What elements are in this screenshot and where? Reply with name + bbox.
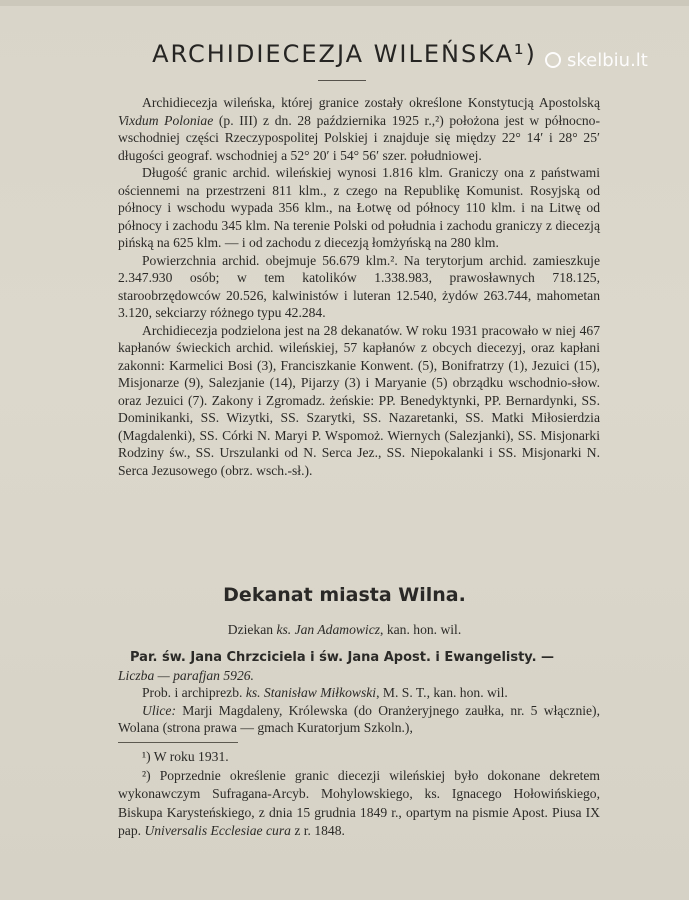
watermark: [545, 49, 685, 71]
footnote-1: ¹) W roku 1931.: [142, 749, 229, 764]
footnote-2: ²) Poprzednie określenie granic diecezji wileńskiej było dokonane dekretem wykonawczym Sufragana-Arcyb. Mohylowskiego, ks. Ignacego Hołowińskiego, Biskupa Karysteńskiego, z dnia 15 grudnia 1849 r., opartym na pismie Apost. Piusa IX pap. Universalis Ecclesiae cura z r. 1848.: [118, 767, 600, 838]
paragraph-borders: Długość granic archid. wileńskiej wynosi 1.816 klm. Graniczy ona z państwami ościennemi na przestrzeni 811 klm., z czego na Republikę Komunist. Rosyjską od północy i wschodu wypada 356 klm., na Łotwę od północy 110 klm. i na Litwę od północy i zachodu 345 klm. Na terenie Polski od południa i zachodu graniczy z diecezją pińską na 625 klm. — i od zachodu z diecezją łomżyńską na 280 klm.: [118, 165, 600, 250]
parish-heading-line: [118, 648, 600, 667]
watermark-text: skelbiu.lt: [567, 49, 648, 71]
intro-text: [118, 94, 600, 479]
dean-line: Dziekan ks. Jan Adamowicz, kan. hon. wil.: [227, 622, 462, 637]
paragraph-deaneries: Archidiecezja podzielona jest na 28 dekanatów. W roku 1931 pracowało w niej 467 kapłanów świeckich archid. wileńskiej, 57 kapłanów z obcych diecezyj, oraz kapłani zakonni: Karmelici Bosi (3), Franciszkanie Konwent. (5), Bonifratrzy (1), Jezuici (15), Misjonarze (9), Salezjanie (14), Pijarzy (3) i Maryanie (5) obrządku wschodnio-słow. oraz Jezuici (7). Zakony i Zgromadz. żeńskie: PP. Benedyktynki, PP. Bernardynki, SS. Dominikanki, SS. Wizytki, SS. Szarytki, SS. Nazaretanki, SS. Matki Miłosierdzia (Magdalenki), SS. Córki N. Maryi P. Wspomoż. Wiernych (Salezjanki), SS. Misjonarki Rodziny św., SS. Urszulanki od N. Serca Jez., SS. Niepokalanki i SS. Misjonarki N. Serca Jezusowego (obrz. wsch.-sł.).: [118, 322, 600, 478]
parish-provost: Prob. i archiprezb. ks. Stanisław Miłkowski, M. S. T., kan. hon. wil.: [142, 685, 508, 700]
parish-count: Liczba — parafjan 5926.: [118, 667, 254, 683]
watermark-logo-icon: [545, 52, 561, 68]
parish-heading: Par. św. Jana Chrzciciela i św. Jana Apost. i Ewangelisty. —: [130, 650, 555, 665]
paragraph-location: Archidiecezja wileńska, której granice zostały określone Konstytucją Apostolską Vixdum Poloniae (p. III) z dn. 28 października 1925 r.,²) położona jest w północno-wschodniej części Rzeczypospolitej Polskiej i znajduje się między 22° 14′ i 28° 25′ długości geograf. wschodniej a 52° 20′ i 54° 56′ szer. południowej.: [118, 95, 600, 163]
section-title: Dekanat miasta Wilna.: [223, 584, 466, 606]
footnote-divider: [118, 742, 238, 743]
parish-streets: Ulice: Marji Magdaleny, Królewska (do Oranżeryjnego zaułka, nr. 5 włącznie), Wolana (strona prawa — gmach Kuratorjum Szkoln.),: [118, 702, 600, 735]
footnotes: [118, 748, 600, 841]
title-divider: [318, 80, 366, 81]
previous-page-edge: [0, 0, 689, 6]
parish-entry: [118, 648, 600, 737]
page-title: ARCHIDIECEZJA WILEŃSKA¹): [152, 40, 537, 68]
paragraph-population: Powierzchnia archid. obejmuje 56.679 klm.². Na terytorjum archid. zamieszkuje 2.347.930 osób; w tem katolików 1.338.983, prawosławnych 718.125, staroobrzędowców 20.526, kalwinistów i luteran 12.540, żydów 263.744, mahometan 3.120, sekciarzy różnego typu 42.284.: [118, 252, 600, 320]
